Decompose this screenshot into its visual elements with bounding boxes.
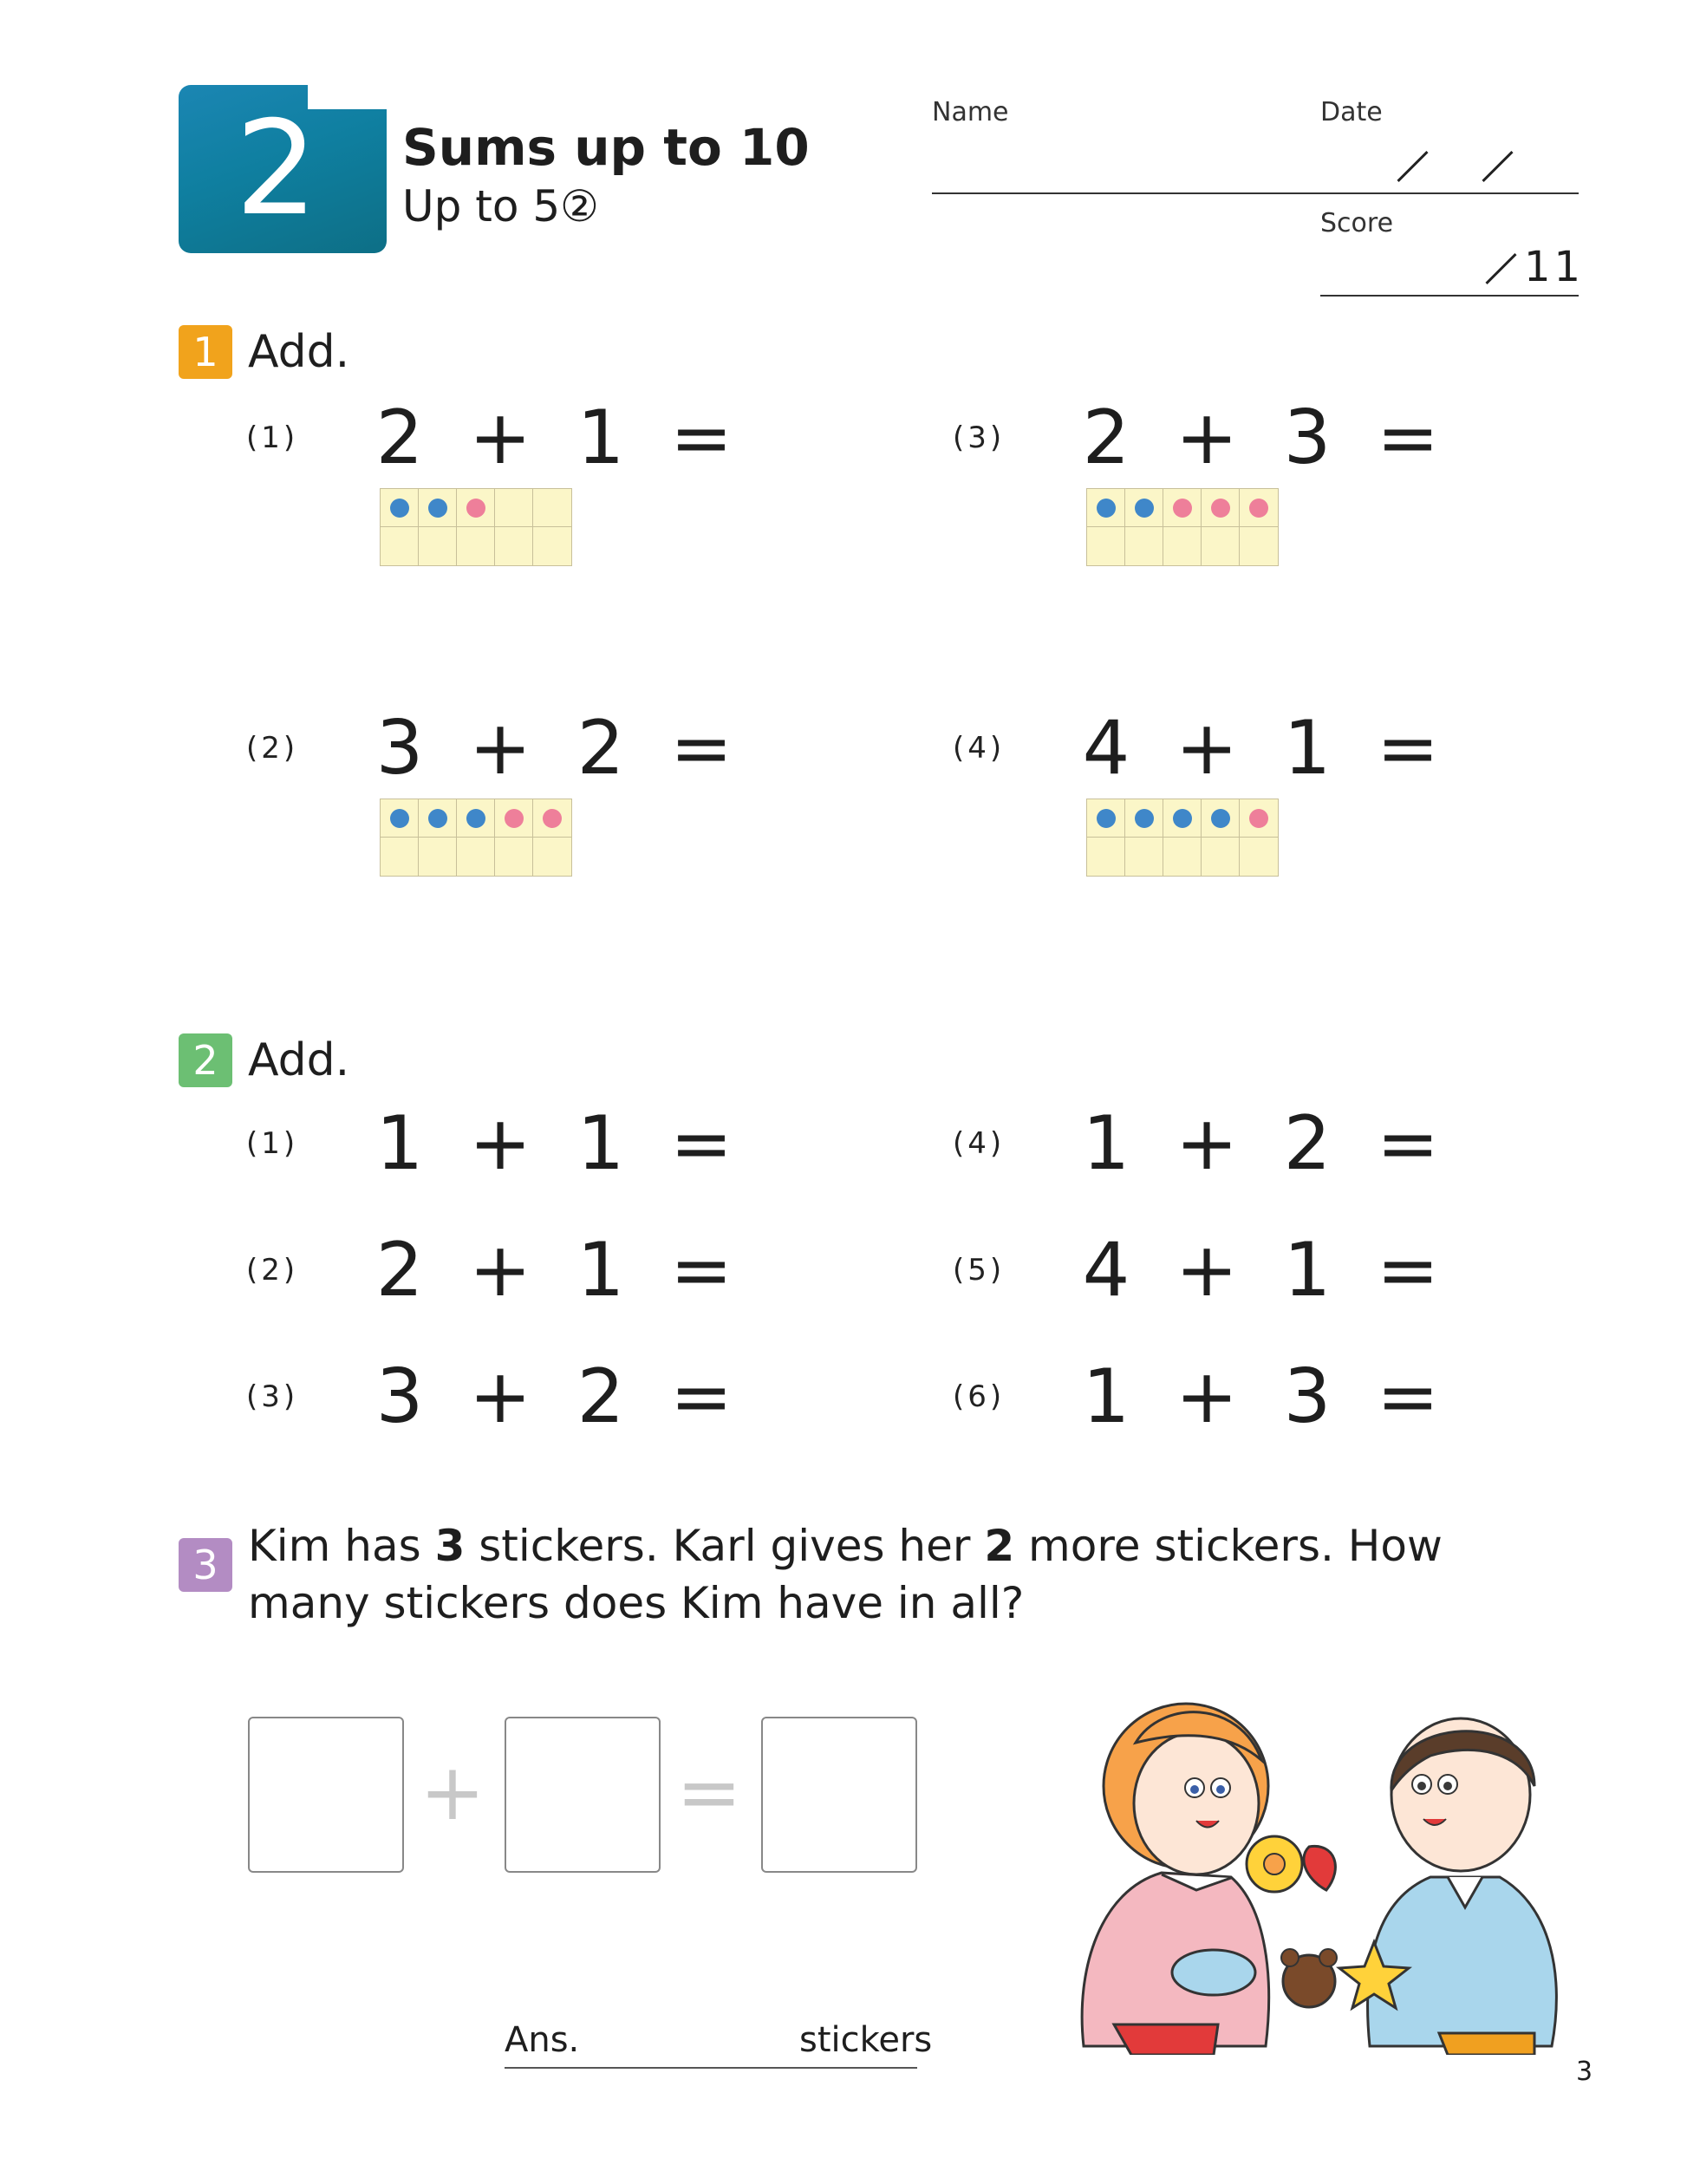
section-3-marker: 3 bbox=[179, 1538, 232, 1592]
equals-sign: = bbox=[1376, 705, 1440, 792]
story-number-1: 3 bbox=[434, 1521, 466, 1571]
equals-sign: = bbox=[1376, 1227, 1440, 1314]
girl-figure bbox=[1082, 1704, 1268, 2055]
equals-sign: = bbox=[669, 1227, 733, 1314]
frame-cell bbox=[1087, 838, 1125, 876]
frame-cell bbox=[1240, 838, 1278, 876]
plus-sign: + bbox=[468, 1227, 532, 1314]
pink-counter bbox=[466, 499, 485, 518]
pink-counter bbox=[1173, 499, 1192, 518]
blue-counter bbox=[1097, 809, 1116, 828]
frame-cell bbox=[381, 527, 419, 565]
section-2-instruction: Add. bbox=[248, 1034, 350, 1086]
blue-counter bbox=[428, 499, 447, 518]
s2-problem-1 bbox=[246, 1096, 759, 1191]
blue-counter bbox=[1135, 809, 1154, 828]
plus-sign: + bbox=[1175, 1353, 1239, 1440]
blue-counter bbox=[1173, 809, 1192, 828]
plus-sign: + bbox=[468, 1100, 532, 1187]
strawberry-sticker-icon bbox=[1304, 1846, 1335, 1890]
frame-cell bbox=[1202, 527, 1240, 565]
s2-problem-4 bbox=[953, 1096, 1466, 1191]
equals-sign: = bbox=[669, 1100, 733, 1187]
addend-a: 3 bbox=[375, 1353, 424, 1440]
addend-b: 3 bbox=[1283, 394, 1332, 481]
answer-line[interactable] bbox=[505, 2067, 917, 2069]
frame-cell bbox=[381, 838, 419, 876]
frame-cell bbox=[419, 489, 457, 527]
section-2-marker: 2 bbox=[179, 1033, 232, 1087]
frame-cell bbox=[495, 527, 533, 565]
frame-cell bbox=[533, 527, 571, 565]
date-slash-2 bbox=[1482, 151, 1513, 182]
section-1-instruction: Add. bbox=[248, 326, 350, 378]
plus-sign: + bbox=[1175, 1100, 1239, 1187]
blue-counter bbox=[466, 809, 485, 828]
equals-sign: = bbox=[669, 1353, 733, 1440]
plus-sign: + bbox=[468, 394, 532, 481]
addend-b: 1 bbox=[1283, 1227, 1332, 1314]
addend-a: 3 bbox=[375, 705, 424, 792]
blue-counter bbox=[1211, 809, 1230, 828]
frame-cell bbox=[1087, 799, 1125, 838]
frame-cell bbox=[457, 489, 495, 527]
frame-cell bbox=[419, 838, 457, 876]
plus-sign: + bbox=[420, 1747, 485, 1838]
answer-box-2[interactable] bbox=[505, 1717, 661, 1873]
frame-cell bbox=[419, 799, 457, 838]
equals-sign: = bbox=[669, 705, 733, 792]
s1-problem-3 bbox=[953, 390, 1466, 486]
story-text-3: more stickers. How many stickers does Kim have in all? bbox=[248, 1521, 1443, 1628]
addend-a: 4 bbox=[1082, 705, 1130, 792]
name-label: Name bbox=[932, 97, 1009, 127]
problem-number: (2) bbox=[246, 1253, 299, 1288]
s1-problem-2 bbox=[246, 701, 759, 796]
s2-problem-3 bbox=[246, 1349, 759, 1444]
ten-frame bbox=[380, 799, 572, 877]
addend-a: 4 bbox=[1082, 1227, 1130, 1314]
ten-frame bbox=[1086, 799, 1279, 877]
frame-cell bbox=[1125, 838, 1163, 876]
answer-label: Ans. bbox=[505, 2020, 580, 2060]
ten-frame bbox=[380, 488, 572, 566]
score-line[interactable] bbox=[1320, 295, 1579, 297]
addend-b: 1 bbox=[576, 1100, 625, 1187]
frame-cell bbox=[1125, 799, 1163, 838]
name-date-line[interactable] bbox=[932, 192, 1579, 194]
blue-counter bbox=[428, 809, 447, 828]
equals-sign: = bbox=[676, 1747, 742, 1838]
ten-frame bbox=[1086, 488, 1279, 566]
addend-a: 1 bbox=[1082, 1353, 1130, 1440]
problem-number: (2) bbox=[246, 731, 299, 766]
frame-cell bbox=[1087, 527, 1125, 565]
section-1-marker: 1 bbox=[179, 325, 232, 379]
problem-number: (5) bbox=[953, 1253, 1006, 1288]
plus-sign: + bbox=[1175, 394, 1239, 481]
unit-number: 2 bbox=[235, 94, 318, 244]
frame-cell bbox=[1240, 527, 1278, 565]
story-number-2: 2 bbox=[984, 1521, 1015, 1571]
addend-b: 3 bbox=[1283, 1353, 1332, 1440]
addend-a: 1 bbox=[375, 1100, 424, 1187]
frame-cell bbox=[457, 838, 495, 876]
frame-cell bbox=[1163, 527, 1202, 565]
cloud-sticker-icon bbox=[1172, 1950, 1255, 1995]
answer-box-3[interactable] bbox=[761, 1717, 917, 1873]
story-text-1: Kim has bbox=[248, 1521, 435, 1571]
page-subtitle: Up to 5② bbox=[402, 181, 599, 231]
problem-number: (3) bbox=[953, 421, 1006, 455]
blue-counter bbox=[1135, 499, 1154, 518]
equals-sign: = bbox=[1376, 394, 1440, 481]
problem-number: (3) bbox=[246, 1379, 299, 1414]
score-slash bbox=[1485, 253, 1516, 284]
frame-cell bbox=[533, 489, 571, 527]
frame-cell bbox=[1125, 489, 1163, 527]
date-slash-1 bbox=[1397, 151, 1428, 182]
frame-cell bbox=[1163, 838, 1202, 876]
frame-cell bbox=[1202, 799, 1240, 838]
equals-sign: = bbox=[669, 394, 733, 481]
answer-unit: stickers bbox=[799, 2020, 933, 2060]
frame-cell bbox=[1240, 489, 1278, 527]
addend-a: 2 bbox=[1082, 394, 1130, 481]
s2-problem-6 bbox=[953, 1349, 1466, 1444]
pink-counter bbox=[1211, 499, 1230, 518]
pink-counter bbox=[543, 809, 562, 828]
frame-cell bbox=[457, 799, 495, 838]
score-label: Score bbox=[1320, 208, 1394, 238]
problem-number: (4) bbox=[953, 731, 1006, 766]
frame-cell bbox=[1202, 489, 1240, 527]
frame-cell bbox=[1163, 489, 1202, 527]
addend-b: 2 bbox=[576, 1353, 625, 1440]
addend-b: 1 bbox=[1283, 705, 1332, 792]
frame-cell bbox=[381, 799, 419, 838]
answer-box-1[interactable] bbox=[248, 1717, 404, 1873]
addend-b: 2 bbox=[1283, 1100, 1332, 1187]
frame-cell bbox=[495, 799, 533, 838]
score-total: 11 bbox=[1524, 243, 1585, 291]
problem-number: (1) bbox=[246, 421, 299, 455]
plus-sign: + bbox=[468, 1353, 532, 1440]
pink-counter bbox=[505, 809, 524, 828]
children-stickers-illustration bbox=[1066, 1682, 1569, 2055]
word-problem-text bbox=[248, 1517, 1566, 1632]
blue-counter bbox=[390, 499, 409, 518]
addend-a: 1 bbox=[1082, 1100, 1130, 1187]
frame-cell bbox=[1240, 799, 1278, 838]
equals-sign: = bbox=[1376, 1353, 1440, 1440]
story-text-2: stickers. Karl gives her bbox=[465, 1521, 985, 1571]
frame-cell bbox=[381, 489, 419, 527]
page-number: 3 bbox=[1576, 2057, 1593, 2087]
frame-cell bbox=[533, 799, 571, 838]
plus-sign: + bbox=[1175, 1227, 1239, 1314]
equals-sign: = bbox=[1376, 1100, 1440, 1187]
blue-counter bbox=[390, 809, 409, 828]
frame-cell bbox=[1202, 838, 1240, 876]
addend-b: 1 bbox=[576, 1227, 625, 1314]
frame-cell bbox=[419, 527, 457, 565]
frame-cell bbox=[495, 489, 533, 527]
s2-problem-2 bbox=[246, 1222, 759, 1318]
frame-cell bbox=[495, 838, 533, 876]
addend-b: 1 bbox=[576, 394, 625, 481]
problem-number: (4) bbox=[953, 1126, 1006, 1161]
frame-cell bbox=[533, 838, 571, 876]
addend-a: 2 bbox=[375, 1227, 424, 1314]
addend-a: 2 bbox=[375, 394, 424, 481]
pink-counter bbox=[1249, 499, 1268, 518]
bear-sticker-icon bbox=[1281, 1949, 1337, 2007]
flower-sticker-icon bbox=[1247, 1836, 1302, 1892]
date-label: Date bbox=[1320, 97, 1383, 127]
pink-counter bbox=[1249, 809, 1268, 828]
blue-counter bbox=[1097, 499, 1116, 518]
s1-problem-4 bbox=[953, 701, 1466, 796]
frame-cell bbox=[1163, 799, 1202, 838]
plus-sign: + bbox=[468, 705, 532, 792]
frame-cell bbox=[1125, 527, 1163, 565]
frame-cell bbox=[1087, 489, 1125, 527]
page-title: Sums up to 10 bbox=[402, 118, 810, 177]
problem-number: (6) bbox=[953, 1379, 1006, 1414]
addend-b: 2 bbox=[576, 705, 625, 792]
problem-number: (1) bbox=[246, 1126, 299, 1161]
plus-sign: + bbox=[1175, 705, 1239, 792]
s1-problem-1 bbox=[246, 390, 759, 486]
s2-problem-5 bbox=[953, 1222, 1466, 1318]
frame-cell bbox=[457, 527, 495, 565]
